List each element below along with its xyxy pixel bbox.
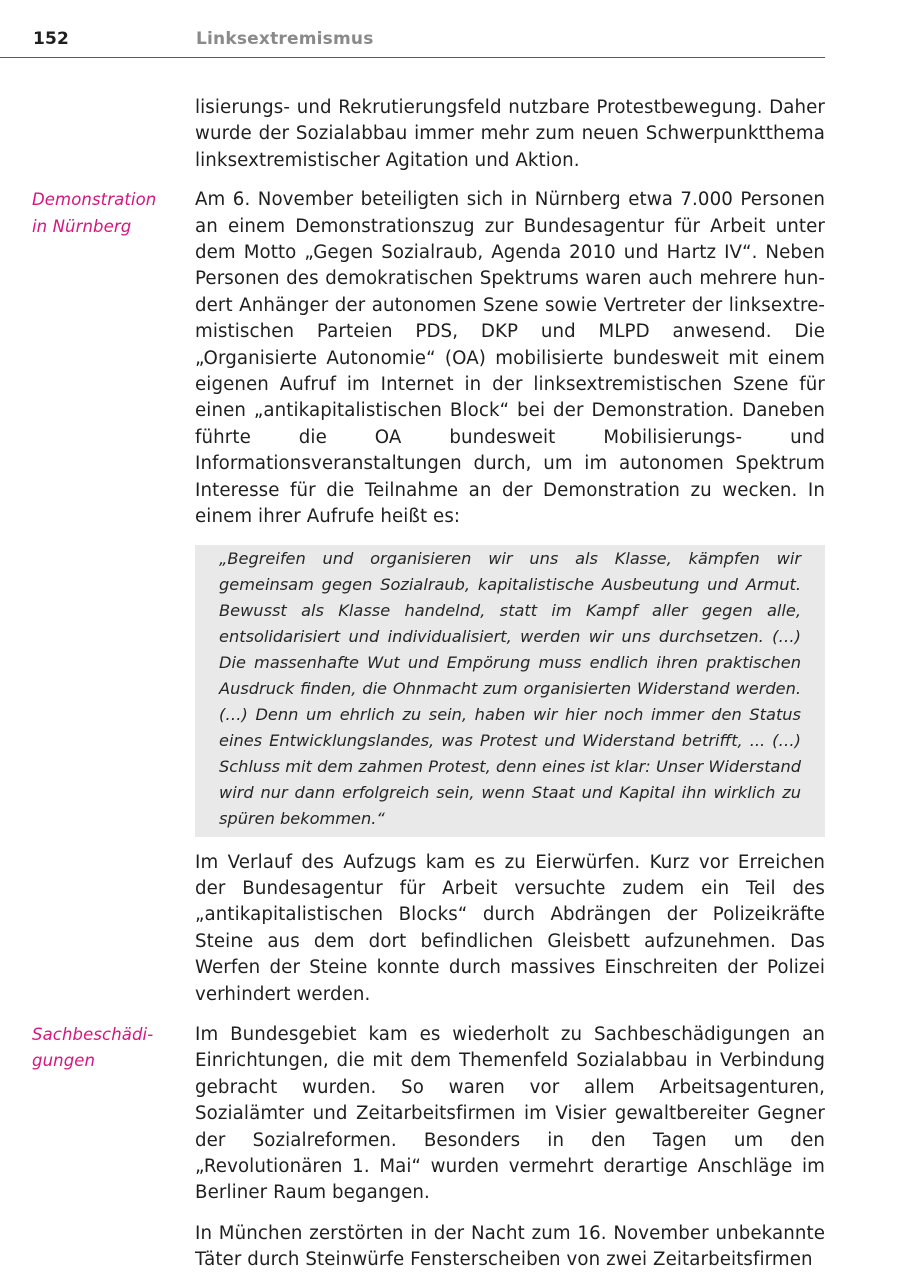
- margin-note-demonstration: Demonstration in Nürnberg: [32, 190, 157, 236]
- page-number: 152: [33, 29, 70, 49]
- margin-note-sachbeschaedigungen: Sachbeschädi- gungen: [32, 1024, 154, 1071]
- paragraph-demonstration-text: Am 6. November beteiligten sich in Nürnberg etwa 7.000 Personen an einem Demonstrationszug zur Bundesagentur für Arbeit unter dem Motto „Gegen Sozialraub, Agenda 2010 und Hartz IV“. Neben Personen des demokratischen Spektrums waren auch mehrere hundert Anhänger der autonomen Szene sowie Vertreter der linksextremistischen Parteien PDS, DKP und MLPD anwesend. Die „Organisierte Autonomie“ (OA) mobilisierte bundesweit mit einem eigenen Aufruf im Internet in der linksextremistischen Szene für einen „antikapitalistischen Block“ bei der Demonstration. Daneben führte die OA bundesweit Mobilisierungs- und Informationsveranstaltungen durch, um im autonomen Spektrum Interesse für die Teilnahme an der Demonstration zu wecken. In einem ihrer Aufrufe heißt es:: [195, 189, 825, 528]
- paragraph-demonstration: [32, 187, 825, 530]
- body-text: [32, 95, 825, 1288]
- page-header: [0, 0, 825, 58]
- paragraph-intro: lisierungs- und Rekrutierungsfeld nutzbare Protestbewegung. Daher wurde der Sozialabbau immer mehr zum neuen Schwerpunktthema linksextremistischer Agitation und Aktion.: [195, 97, 825, 171]
- running-title: Linksextremismus: [196, 29, 374, 49]
- paragraph-eierwuerfe: Im Verlauf des Aufzugs kam es zu Eierwürfen. Kurz vor Erreichen der Bundesagentur für Arbeit versuchte zudem ein Teil des „antikapitalistischen Blocks“ durch Abdrängen der Polizeikräfte Steine aus dem dort befindlichen Gleisbett aufzunehmen. Das Werfen der Steine konnte durch massives Einschreiten der Polizei verhindert werden.: [195, 851, 825, 1005]
- paragraph-sachbeschaedigungen: [32, 1022, 825, 1207]
- paragraph-sachbeschaedigungen-text: Im Bundesgebiet kam es wiederholt zu Sachbeschädigungen an Einrichtungen, die mit dem Themenfeld Sozialabbau in Verbindung gebracht wurden. So waren vor allem Arbeitsagenturen, Sozialämter und Zeitarbeitsfirmen im Visier gewaltbereiter Gegner der Sozialreformen. Besonders in den Tagen um den „Revolutionären 1. Mai“ wurden vermehrt derartige Anschläge im Berliner Raum begangen.: [195, 1023, 825, 1204]
- paragraph-muenchen: In München zerstörten in der Nacht zum 16. November unbekannte Täter durch Steinwürfe Fensterscheiben von zwei Zeitarbeitsfirmen: [195, 1222, 825, 1271]
- block-quote: „Begreifen und organisieren wir uns als Klasse, kämpfen wir gemeinsam gegen Sozialraub, kapitalistische Ausbeutung und Armut. Bewusst als Klasse handelnd, statt im Kampf aller gegen alle, entsolidarisiert und individualisiert, werden wir uns durchsetzen. (…) Die massenhafte Wut und Empörung muss endlich ihren praktischen Ausdruck finden, die Ohnmacht zum organisierten Widerstand werden. (…) Denn um ehrlich zu sein, haben wir hier noch immer den Status eines Entwicklungslandes, was Protest und Widerstand betrifft, ... (…) Schluss mit dem zahmen Protest, denn eines ist klar: Unser Widerstand wird nur dann erfolgreich sein, wenn Staat und Kapital ihn wirklich zu spüren bekommen.“: [195, 545, 825, 837]
